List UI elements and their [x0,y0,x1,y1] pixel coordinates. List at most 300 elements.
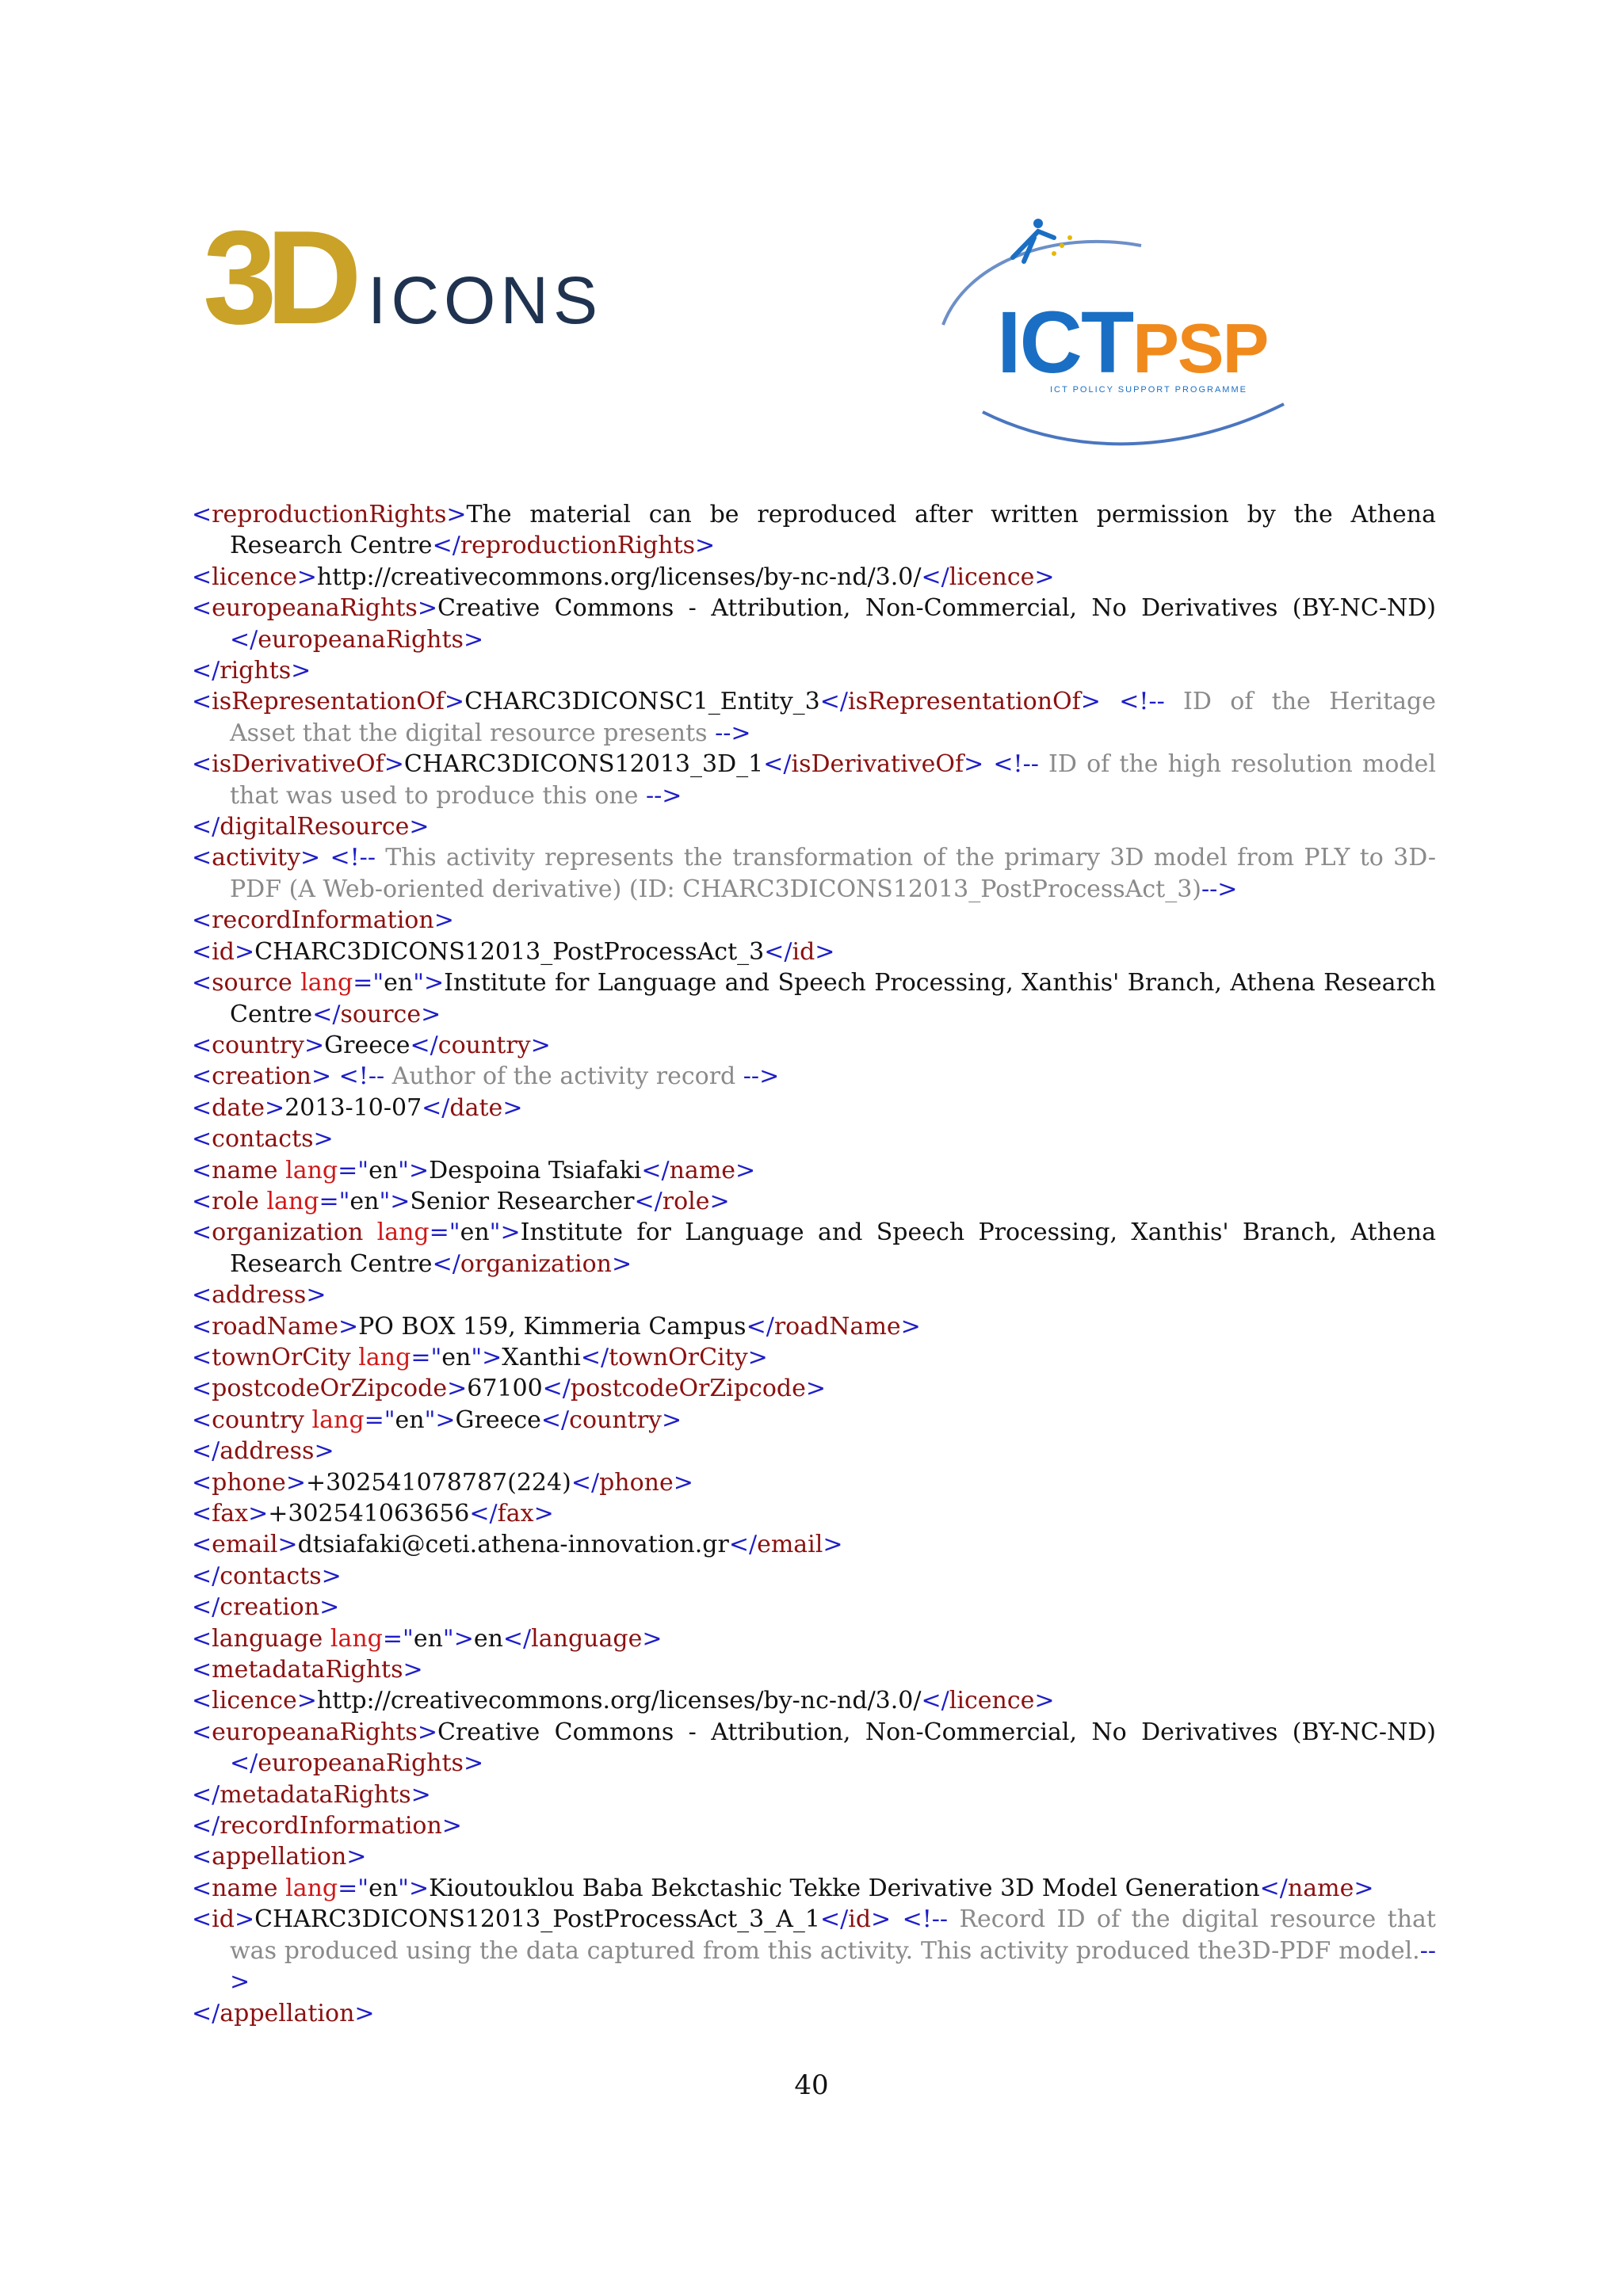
xml-punctuation: > [296,1687,317,1715]
xml-attribute-name: lang [376,1219,430,1247]
xml-punctuation: </ [192,1437,220,1466]
xml-punctuation: < [192,750,212,779]
xml-tag-name: postcodeOrZipcode [212,1375,448,1403]
xml-punctuation: < [192,1187,212,1215]
xml-punctuation: =" [429,1219,460,1247]
xml-line [192,842,1436,905]
xml-punctuation: > [463,625,484,654]
xml-line [192,655,1436,686]
xml-punctuation: < [192,1843,212,1871]
xml-line [192,1623,1436,1654]
xml-punctuation: "> [442,1624,474,1653]
xml-punctuation: > [1034,563,1055,591]
xml-punctuation: > [277,1531,298,1559]
ict-psp-swoosh-bottom [983,404,1284,444]
xml-tag-name: language [531,1624,643,1653]
xml-tag-name: name [1287,1874,1354,1902]
xml-punctuation: < [192,688,212,716]
xml-tag-name: organization [460,1249,612,1278]
xml-tag-name: isRepresentationOf [212,688,445,716]
xml-tag-name: creation [212,1062,311,1091]
xml-punctuation: > [338,1312,359,1341]
xml-punctuation: < [192,501,212,528]
xml-punctuation: > [421,1000,441,1028]
xml-punctuation: </ [819,688,848,716]
xml-line [192,1093,1436,1123]
xml-punctuation: > [1080,688,1101,716]
xml-tag-name: creation [220,1593,320,1622]
xml-line [192,1186,1436,1217]
xml-punctuation: > [314,1437,334,1466]
xml-punctuation: < [192,594,212,623]
xml-line [192,1654,1436,1685]
xml-punctuation: > [530,1031,551,1059]
xml-comment-text: ID of the high resolution model that was used to produce this one [230,750,1436,810]
xml-punctuation: < [192,1468,212,1497]
xml-line [192,1592,1436,1623]
xml-punctuation: =" [364,1405,395,1434]
xml-text: Creative Commons - Attribution, Non-Commercial, No Derivatives (BY-NC-ND) [437,1718,1436,1746]
ict-psp-logo [935,214,1300,460]
xml-text [278,1875,286,1902]
xml-text [331,1062,339,1090]
xml-text: Institute for Language and Speech Processing, Xanthis' Branch, Athena Research Centre [230,969,1436,1028]
xml-punctuation: </ [230,625,258,654]
xml-punctuation: < [192,563,212,591]
ict-psp-logo-word [997,294,1267,391]
xml-punctuation: </ [192,1593,220,1622]
xml-comment-text: Author of the activity record [384,1062,743,1091]
xml-line [192,1030,1436,1061]
xml-tag-name: recordInformation [212,906,434,935]
xml-punctuation: > [234,937,255,966]
xml-punctuation: > [346,1843,367,1871]
xml-punctuation: > [265,1093,285,1122]
xml-line [192,936,1436,967]
xml-line [192,1998,1436,2029]
xml-tag-name: europeanaRights [258,625,464,654]
xml-punctuation: <!-- [902,1905,949,1934]
xml-punctuation: < [192,844,212,872]
xml-punctuation: > [417,1718,437,1746]
xml-tag-name: licence [212,1687,297,1715]
xml-punctuation: =" [338,1874,369,1902]
xml-punctuation: > [463,1749,484,1778]
xml-attribute-name: lang [266,1187,319,1215]
xml-punctuation: "> [471,1343,502,1371]
xml-punctuation: --> [646,781,682,810]
xml-punctuation: </ [502,1624,532,1653]
xml-tag-name: phone [599,1468,674,1497]
xml-punctuation: </ [580,1343,609,1371]
xml-punctuation: > [611,1249,632,1278]
xml-tag-name: licence [212,563,297,591]
xml-punctuation: < [192,1343,212,1371]
xml-punctuation: < [192,1718,212,1746]
xml-text: Creative Commons - Attribution, Non-Commercial, No Derivatives (BY-NC-ND) [437,594,1436,623]
xml-tag-name: contacts [220,1562,322,1590]
xml-tag-name: europeanaRights [212,1718,418,1746]
xml-punctuation: > [403,1656,423,1684]
xml-punctuation: </ [641,1156,670,1184]
xml-text [983,750,993,778]
xml-tag-name: appellation [212,1843,347,1871]
xml-attribute-name: lang [311,1405,365,1434]
xml-tag-name: isDerivativeOf [791,750,964,779]
xml-tag-name: address [220,1437,315,1466]
xml-line [192,905,1436,936]
xml-punctuation: > [411,1780,431,1809]
xml-line [192,1873,1436,1904]
xml-punctuation: </ [410,1031,438,1059]
xml-attribute-name: lang [300,969,353,997]
xml-tag-name: role [212,1187,259,1215]
xml-text [891,1905,902,1933]
xml-line [192,1779,1436,1810]
xml-punctuation: </ [432,1249,460,1278]
xml-text: CHARC3DICONSC1_Entity_3 [464,688,820,716]
xml-tag-name: licence [949,1687,1035,1715]
3d-icons-logo-word: ICONS [368,263,603,338]
xml-text: http://creativecommons.org/licenses/by-nc-nd/3.0/ [316,1687,922,1715]
xml-punctuation: < [192,1281,212,1310]
xml-line [192,1217,1436,1280]
xml-line [192,1405,1436,1436]
xml-punctuation: > [447,1375,468,1403]
xml-text [304,1406,312,1434]
xml-punctuation: < [192,1312,212,1341]
xml-tag-name: fax [497,1500,534,1527]
xml-text [351,1344,359,1371]
xml-punctuation: </ [422,1093,450,1122]
xml-tag-name: metadataRights [220,1780,411,1809]
xml-punctuation: > [354,1999,375,2027]
xml-tag-name: appellation [220,1999,355,2027]
xml-punctuation: > [964,750,984,779]
xml-punctuation: </ [921,1687,949,1715]
xml-line [192,1904,1436,1997]
xml-text: CHARC3DICONS12013_3D_1 [403,750,764,779]
xml-line [192,1061,1436,1092]
xml-punctuation: > [662,1405,682,1434]
xml-punctuation: "> [489,1219,521,1247]
xml-punctuation: </ [192,1999,220,2027]
xml-punctuation: </ [230,1749,258,1778]
xml-line [192,1685,1436,1716]
xml-tag-name: fax [212,1500,249,1527]
3d-icons-logo-mark: 3D [203,203,351,352]
xml-punctuation: </ [540,1405,570,1434]
xml-punctuation: < [192,1375,212,1403]
xml-punctuation: </ [1259,1874,1288,1902]
xml-text [320,844,330,871]
xml-tag-name: source [212,969,292,997]
xml-punctuation: > [306,1281,327,1310]
xml-punctuation: > [823,1531,843,1559]
xml-line [192,1342,1436,1373]
xml-text: PO BOX 159, Kimmeria Campus [358,1312,747,1341]
xml-punctuation: <!-- [993,750,1039,779]
xml-punctuation: > [805,1375,827,1403]
xml-line [192,593,1436,655]
xml-tag-name: metadataRights [212,1656,403,1684]
xml-punctuation: > [291,657,311,685]
xml-text: en [369,1874,399,1902]
xml-line [192,1841,1436,1872]
xml-text: en [349,1187,380,1215]
xml-punctuation: < [192,1031,212,1059]
xml-line [192,1123,1436,1154]
psp-word: PSP [1132,309,1268,387]
xml-punctuation: </ [571,1468,600,1497]
xml-punctuation: > [642,1624,663,1653]
xml-punctuation: =" [411,1343,442,1371]
xml-punctuation: </ [432,532,460,560]
xml-punctuation: < [192,906,212,935]
xml-text: Greece [455,1405,541,1434]
xml-tag-name: reproductionRights [212,501,447,528]
xml-punctuation: "> [398,1874,430,1902]
xml-tag-name: email [212,1531,278,1559]
xml-punctuation: > [709,1187,730,1215]
xml-tag-name: country [437,1031,531,1059]
xml-line [192,499,1436,562]
xml-punctuation: > [296,563,317,591]
xml-comment-text: This activity represents the transformation of the primary 3D model from PLY to 3D-PDF (A Web-oriented derivative) (ID: CHARC3DICONS12013_PostProcessAct_3) [230,844,1436,903]
xml-punctuation: "> [424,1405,456,1434]
xml-punctuation: </ [192,1562,220,1590]
xml-punctuation: </ [192,1812,220,1840]
xml-punctuation: > [444,688,465,716]
xml-punctuation: --> [715,719,751,747]
xml-comment-text: Record ID of the digital resource that was produced using the data captured from this activity. This activity produced the3D-PDF model. [230,1905,1436,1965]
xml-tag-name: activity [212,844,301,872]
xml-punctuation: < [192,1093,212,1122]
xml-attribute-name: lang [330,1624,383,1653]
xml-tag-name: country [569,1405,662,1434]
xml-tag-name: digitalResource [220,813,410,841]
xml-text: en [384,969,414,997]
xml-text [1101,688,1119,715]
xml-punctuation: > [313,1125,334,1154]
xml-punctuation: </ [542,1375,571,1403]
xml-punctuation: < [192,1656,212,1684]
xml-punctuation: </ [819,1905,849,1934]
xml-punctuation: </ [764,937,792,966]
xml-punctuation: > [300,844,321,872]
xml-punctuation: </ [728,1531,758,1559]
xml-line [192,1810,1436,1841]
xml-tag-name: isRepresentationOf [847,688,1081,716]
xml-tag-name: country [212,1405,304,1434]
xml-punctuation: < [192,1531,212,1559]
xml-punctuation: > [304,1031,325,1059]
xml-punctuation: < [192,1405,212,1434]
3d-icons-logo [203,203,603,352]
xml-punctuation: <!-- [330,844,376,872]
xml-punctuation: > [533,1500,554,1527]
xml-punctuation: =" [338,1156,369,1184]
xml-text: CHARC3DICONS12013_PostProcessAct_3_A_1 [254,1905,820,1934]
xml-line [192,1373,1436,1404]
xml-punctuation: </ [192,813,220,841]
xml-line [192,1280,1436,1310]
xml-attribute-name: lang [285,1156,338,1184]
xml-punctuation: =" [319,1187,350,1215]
xml-tag-name: language [212,1624,323,1653]
xml-attribute-name: lang [358,1343,411,1371]
xml-punctuation: "> [398,1156,430,1184]
xml-tag-name: organization [212,1219,364,1247]
xml-punctuation: <!-- [1119,688,1165,716]
xml-punctuation: < [192,969,212,997]
xml-punctuation: < [192,1062,212,1091]
xml-tag-name: name [212,1156,278,1184]
xml-text: Greece [324,1031,411,1059]
xml-tag-name: name [212,1874,278,1902]
xml-tag-name: id [848,1905,872,1934]
xml-tag-name: isDerivativeOf [212,750,384,779]
xml-tag-name: role [662,1187,710,1215]
xml-punctuation: > [735,1156,756,1184]
xml-text: en [413,1624,443,1653]
xml-punctuation: > [695,532,716,560]
xml-tag-name: europeanaRights [212,594,418,623]
xml-tag-name: source [340,1000,422,1028]
xml-tag-name: europeanaRights [258,1749,464,1778]
xml-attribute-name: lang [285,1874,338,1902]
xml-punctuation: > [417,594,437,623]
xml-text: dtsiafaki@ceti.athena-innovation.gr [297,1531,729,1559]
xml-tag-name: townOrCity [609,1343,748,1371]
xml-line [192,1311,1436,1342]
xml-text: en [441,1343,472,1371]
xml-punctuation: </ [763,750,792,779]
xml-tag-name: townOrCity [212,1343,351,1371]
xml-tag-name: rights [220,657,292,685]
xml-line [192,811,1436,842]
xml-punctuation: > [319,1593,340,1622]
xml-line [192,562,1436,593]
xml-punctuation: > [248,1500,269,1527]
ict-word: ICT [997,294,1133,391]
xml-text: The material can be reproduced after written permission by the Athena Research Centre [230,501,1436,560]
xml-punctuation: < [192,1125,212,1154]
xml-punctuation: < [192,1874,212,1902]
xml-text: Despoina Tsiafaki [429,1156,642,1184]
xml-punctuation: > [234,1905,255,1934]
xml-text: 67100 [467,1375,543,1403]
xml-tag-name: date [212,1093,265,1122]
xml-tag-name: id [212,937,235,966]
xml-line [192,1436,1436,1466]
xml-punctuation: --> [230,1936,1436,1997]
xml-text: en [369,1156,399,1184]
xml-punctuation: </ [634,1187,663,1215]
xml-tag-name: postcodeOrZipcode [570,1375,806,1403]
xml-comment-text: ID of the Heritage Asset that the digital resource presents [230,688,1436,747]
xml-punctuation: < [192,1219,212,1247]
xml-punctuation: > [446,501,467,528]
xml-punctuation: < [192,1500,212,1527]
xml-punctuation: </ [312,1000,341,1028]
xml-punctuation: > [815,937,835,966]
xml-tag-name: country [212,1031,304,1059]
xml-line [192,1717,1436,1779]
xml-line [192,1155,1436,1186]
xml-punctuation: </ [746,1312,774,1341]
xml-line [192,967,1436,1030]
xml-punctuation: < [192,937,212,966]
xml-text: Senior Researcher [410,1187,635,1215]
xml-punctuation: > [747,1343,768,1371]
xml-punctuation: < [192,1905,212,1934]
xml-line [192,749,1436,811]
page-number: 40 [794,2069,829,2101]
xml-tag-name: id [212,1905,235,1934]
xml-text: Kioutouklou Baba Bekctashic Tekke Derivative 3D Model Generation [429,1874,1260,1902]
xml-text: +302541078787(224) [305,1468,571,1497]
xml-punctuation: > [433,906,454,935]
xml-punctuation: > [502,1093,523,1122]
xml-punctuation: > [1034,1687,1055,1715]
xml-punctuation: > [900,1312,921,1341]
xml-text [323,1625,330,1653]
xml-punctuation: </ [192,657,220,685]
xml-punctuation: --> [1201,875,1238,903]
header-logos [0,0,1623,475]
xml-punctuation: > [311,1062,332,1091]
xml-punctuation: < [192,1687,212,1715]
xml-tag-name: roadName [773,1312,901,1341]
xml-tag-name: name [669,1156,736,1184]
xml-punctuation: =" [353,969,384,997]
xml-punctuation: > [871,1905,892,1934]
xml-punctuation: > [384,750,404,779]
xml-text: 2013-10-07 [285,1093,422,1122]
xml-text [278,1157,286,1184]
xml-punctuation: < [192,1156,212,1184]
xml-punctuation: --> [743,1062,780,1091]
xml-tag-name: email [757,1531,823,1559]
xml-line [192,1529,1436,1560]
xml-code-listing [192,499,1436,2029]
ict-psp-tagline: ICT POLICY SUPPORT PROGRAMME [1050,385,1247,395]
xml-tag-name: reproductionRights [460,532,696,560]
xml-punctuation: "> [413,969,445,997]
xml-tag-name: recordInformation [220,1812,442,1840]
xml-text: http://creativecommons.org/licenses/by-nc-nd/3.0/ [316,563,922,591]
xml-tag-name: roadName [212,1312,338,1341]
xml-punctuation: "> [379,1187,411,1215]
xml-punctuation: > [321,1562,342,1590]
xml-punctuation: =" [382,1624,414,1653]
xml-text [363,1219,376,1246]
xml-line [192,1467,1436,1498]
xml-text: en [395,1405,425,1434]
xml-line [192,1498,1436,1529]
xml-tag-name: address [212,1281,307,1310]
xml-punctuation: > [673,1468,693,1497]
xml-punctuation: <!-- [338,1062,385,1091]
xml-tag-name: licence [949,563,1035,591]
xml-text: Institute for Language and Speech Processing, Xanthis' Branch, Athena Research Centre [230,1219,1436,1278]
xml-punctuation: </ [192,1780,220,1809]
xml-tag-name: phone [212,1468,286,1497]
xml-punctuation: > [409,813,430,841]
xml-punctuation: > [441,1812,462,1840]
xml-punctuation: > [1354,1874,1374,1902]
